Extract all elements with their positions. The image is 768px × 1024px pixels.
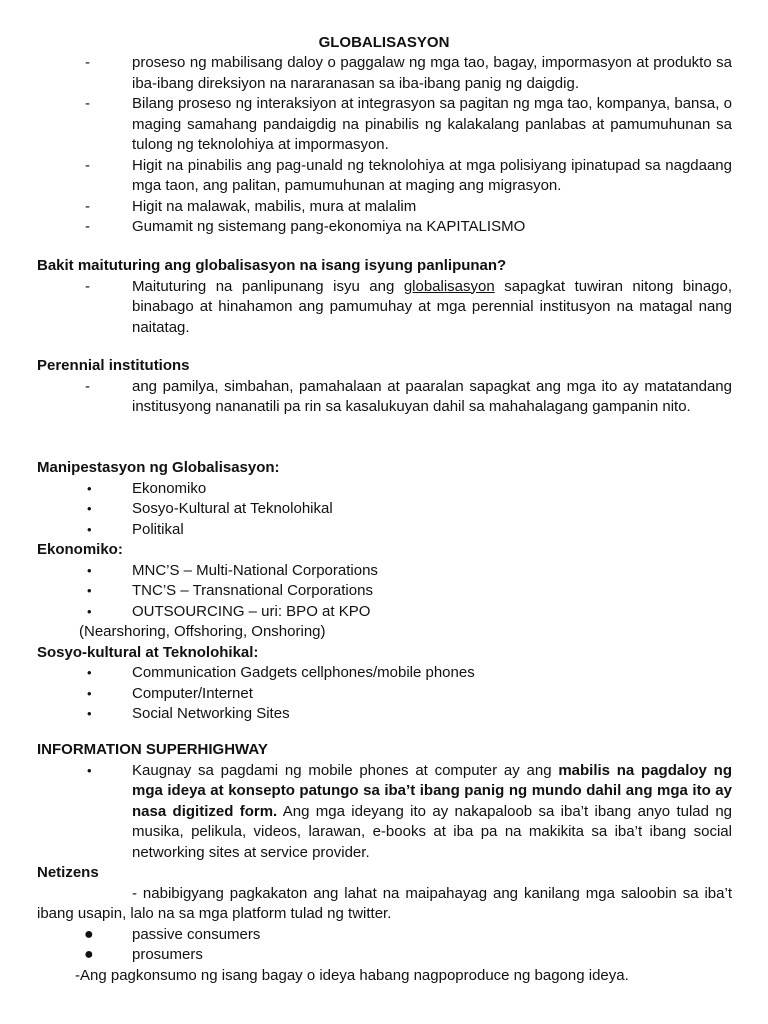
- question-section: [37, 256, 732, 338]
- list-item: • Social Networking Sites: [37, 704, 732, 725]
- section-heading: Perennial institutions: [37, 357, 190, 374]
- dash-marker: -: [85, 54, 90, 71]
- disc-marker: ●: [84, 925, 94, 943]
- perennial-section: [37, 356, 732, 418]
- list-item: • Computer/Internet: [37, 684, 732, 705]
- dash-marker: -: [85, 277, 90, 295]
- note-line: (Nearshoring, Offshoring, Onshoring): [79, 623, 326, 640]
- netizens-paragraph: - nabibigyang pagkakaton ang lahat na maipahayag ang kanilang mga saloobin sa iba’t ibang usapin, lalo na sa mga platform tulad ng twitter.: [37, 884, 732, 922]
- list-item: - proseso ng mabilisang daloy o paggalaw ng mga tao, bagay, impormasyon at produkto sa iba-ibang direksiyon na nararanasan sa iba-ibang panig ng daigdig.: [85, 54, 732, 92]
- list-item: • Ekonomiko: [37, 479, 732, 500]
- closing-line: -Ang pagkonsumo ng isang bagay o ideya habang nagpoproduce ng bagong ideya.: [75, 966, 629, 984]
- bullet-marker: •: [87, 603, 92, 619]
- list-item: • Politikal: [37, 520, 732, 541]
- list-item: • MNC’S – Multi-National Corporations: [37, 561, 732, 582]
- bullet-marker: •: [87, 706, 92, 721]
- bullet-marker: •: [87, 583, 92, 598]
- dash-marker: -: [85, 156, 90, 174]
- bold-phrase: mabilis na pagdaloy ng mga ideya at konsepto patungo sa iba’t ibang panig ng mundo dahil ang mga ito ay nasa digitized form.: [132, 761, 732, 820]
- bullet-marker: •: [87, 501, 92, 516]
- info-section: [37, 740, 732, 986]
- section-heading: Netizens: [37, 864, 99, 881]
- intro-list: [37, 53, 732, 238]
- section-heading: Ekonomiko:: [37, 541, 123, 558]
- section-heading: Manipestasyon ng Globalisasyon:: [37, 459, 280, 476]
- dash-marker: -: [85, 218, 90, 235]
- disc-marker: ●: [84, 946, 94, 963]
- bullet-marker: •: [87, 762, 92, 778]
- list-item: • Kaugnay sa pagdami ng mobile phones at computer ay ang mabilis na pagdaloy ng mga ideya at konsepto patungo sa iba’t ibang panig ng mundo dahil ang mga ito ay nasa digitized form. Ang mga ideyang ito ay nakapaloob sa iba’t ibang anyo tulad ng musika, pelikula, videos, larawan, e-books at iba pa na makikita sa iba’t ibang social networking sites at service provider.: [87, 761, 732, 861]
- bullet-marker: •: [87, 521, 92, 537]
- section-heading: Sosyo-kultural at Teknolohikal:: [37, 643, 259, 661]
- list-item: • OUTSOURCING – uri: BPO at KPO: [37, 602, 732, 623]
- bullet-marker: •: [87, 480, 92, 496]
- bullet-marker: •: [87, 665, 92, 680]
- list-item: - Bilang proseso ng interaksiyon at integrasyon sa pagitan ng mga tao, kompanya, bansa, o maging samahang pandaigdig na pinabilis ng kalakalang panlabas at pamumuhunan sa tulong ng teknolohiya at impormasyon.: [85, 95, 732, 153]
- list-item: ● passive consumers: [37, 925, 732, 946]
- list-item: - Higit na pinabilis ang pag-unald ng teknolohiya at mga polisiyang ipinatupad sa nagdaang mga taon, ang palitan, pamumuhunan at maging ang migrasyon.: [85, 156, 732, 194]
- underlined-term: globalisasyon: [403, 277, 495, 295]
- list-item: - Higit na malawak, mabilis, mura at malalim: [37, 197, 732, 218]
- section-heading: INFORMATION SUPERHIGHWAY: [37, 741, 268, 758]
- dash-marker: -: [85, 377, 90, 395]
- bullet-marker: •: [87, 562, 92, 578]
- list-item: • Sosyo-Kultural at Teknolohikal: [37, 499, 732, 520]
- manifest-section: [37, 458, 732, 725]
- list-item: - Gumamit ng sistemang pang-ekonomiya na KAPITALISMO: [37, 217, 732, 238]
- list-item: • Communication Gadgets cellphones/mobile phones: [37, 663, 732, 684]
- dash-marker: -: [85, 197, 90, 215]
- page-title: GLOBALISASYON: [318, 34, 450, 51]
- list-item: - ang pamilya, simbahan, pamahalaan at paaralan sapagkat ang mga ito ay matatandang institusyong nananatili pa rin sa kasalukuyan dahil sa mahahalagang gampanin nito.: [85, 377, 732, 415]
- list-item: - Maituturing na panlipunang isyu ang globalisasyon sapagkat tuwiran nitong binago, binabago at hinahamon ang pamumuhay at mga perennial institusyon na matagal nang naitatag.: [85, 277, 733, 336]
- bullet-marker: •: [87, 685, 92, 701]
- dash-marker: -: [85, 95, 90, 112]
- section-heading: Bakit maituturing ang globalisasyon na isang isyung panlipunan?: [37, 257, 507, 274]
- list-item: ● prosumers: [37, 945, 732, 966]
- list-item: • TNC’S – Transnational Corporations: [37, 581, 732, 602]
